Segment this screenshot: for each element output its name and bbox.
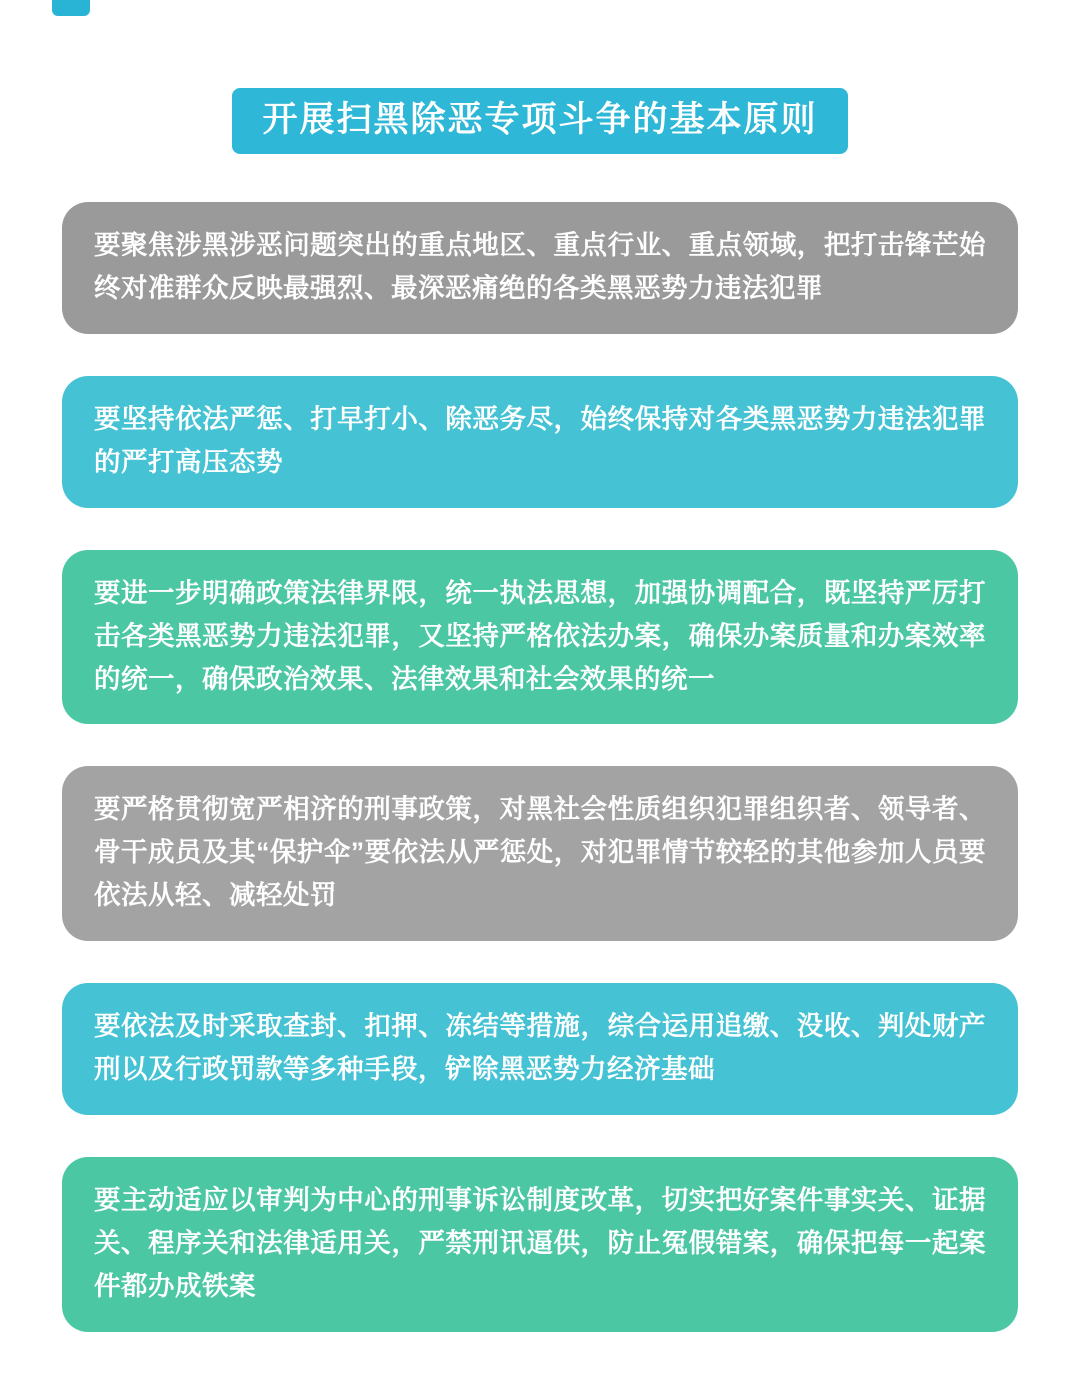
principle-text-2: 要坚持依法严惩、打早打小、除恶务尽，始终保持对各类黑恶势力违法犯罪的严打高压态势 bbox=[94, 403, 986, 477]
principle-text-6: 要主动适应以审判为中心的刑事诉讼制度改革，切实把好案件事实关、证据关、程序关和法律适用关，严禁刑讯逼供，防止冤假错案，确保把每一起案件都办成铁案 bbox=[94, 1185, 986, 1301]
principle-text-3: 要进一步明确政策法律界限，统一执法思想，加强协调配合，既坚持严厉打击各类黑恶势力违法犯罪，又坚持严格依法办案，确保办案质量和办案效率的统一，确保政治效果、法律效果和社会效果的统一 bbox=[94, 577, 986, 694]
principle-card-4 bbox=[62, 766, 1018, 941]
page-title: 开展扫黑除恶专项斗争的基本原则 bbox=[232, 88, 847, 154]
page-title-container bbox=[0, 0, 1080, 154]
principle-text-5: 要依法及时采取查封、扣押、冻结等措施，综合运用追缴、没收、判处财产刑以及行政罚款等多种手段，铲除黑恶势力经济基础 bbox=[94, 1011, 986, 1085]
principle-card-1 bbox=[62, 202, 1018, 334]
corner-accent-mark bbox=[52, 0, 90, 16]
principle-text-4: 要严格贯彻宽严相济的刑事政策，对黑社会性质组织犯罪组织者、领导者、骨干成员及其“保护伞”要依法从严惩处，对犯罪情节较轻的其他参加人员要依法从轻、减轻处罚 bbox=[94, 794, 986, 911]
principles-list bbox=[0, 202, 1080, 1332]
principle-card-5 bbox=[62, 983, 1018, 1115]
principle-card-6 bbox=[62, 1157, 1018, 1332]
principle-card-3 bbox=[62, 550, 1018, 725]
principle-card-2 bbox=[62, 376, 1018, 508]
principle-text-1: 要聚焦涉黑涉恶问题突出的重点地区、重点行业、重点领域，把打击锋芒始终对准群众反映最强烈、最深恶痛绝的各类黑恶势力违法犯罪 bbox=[94, 230, 986, 303]
